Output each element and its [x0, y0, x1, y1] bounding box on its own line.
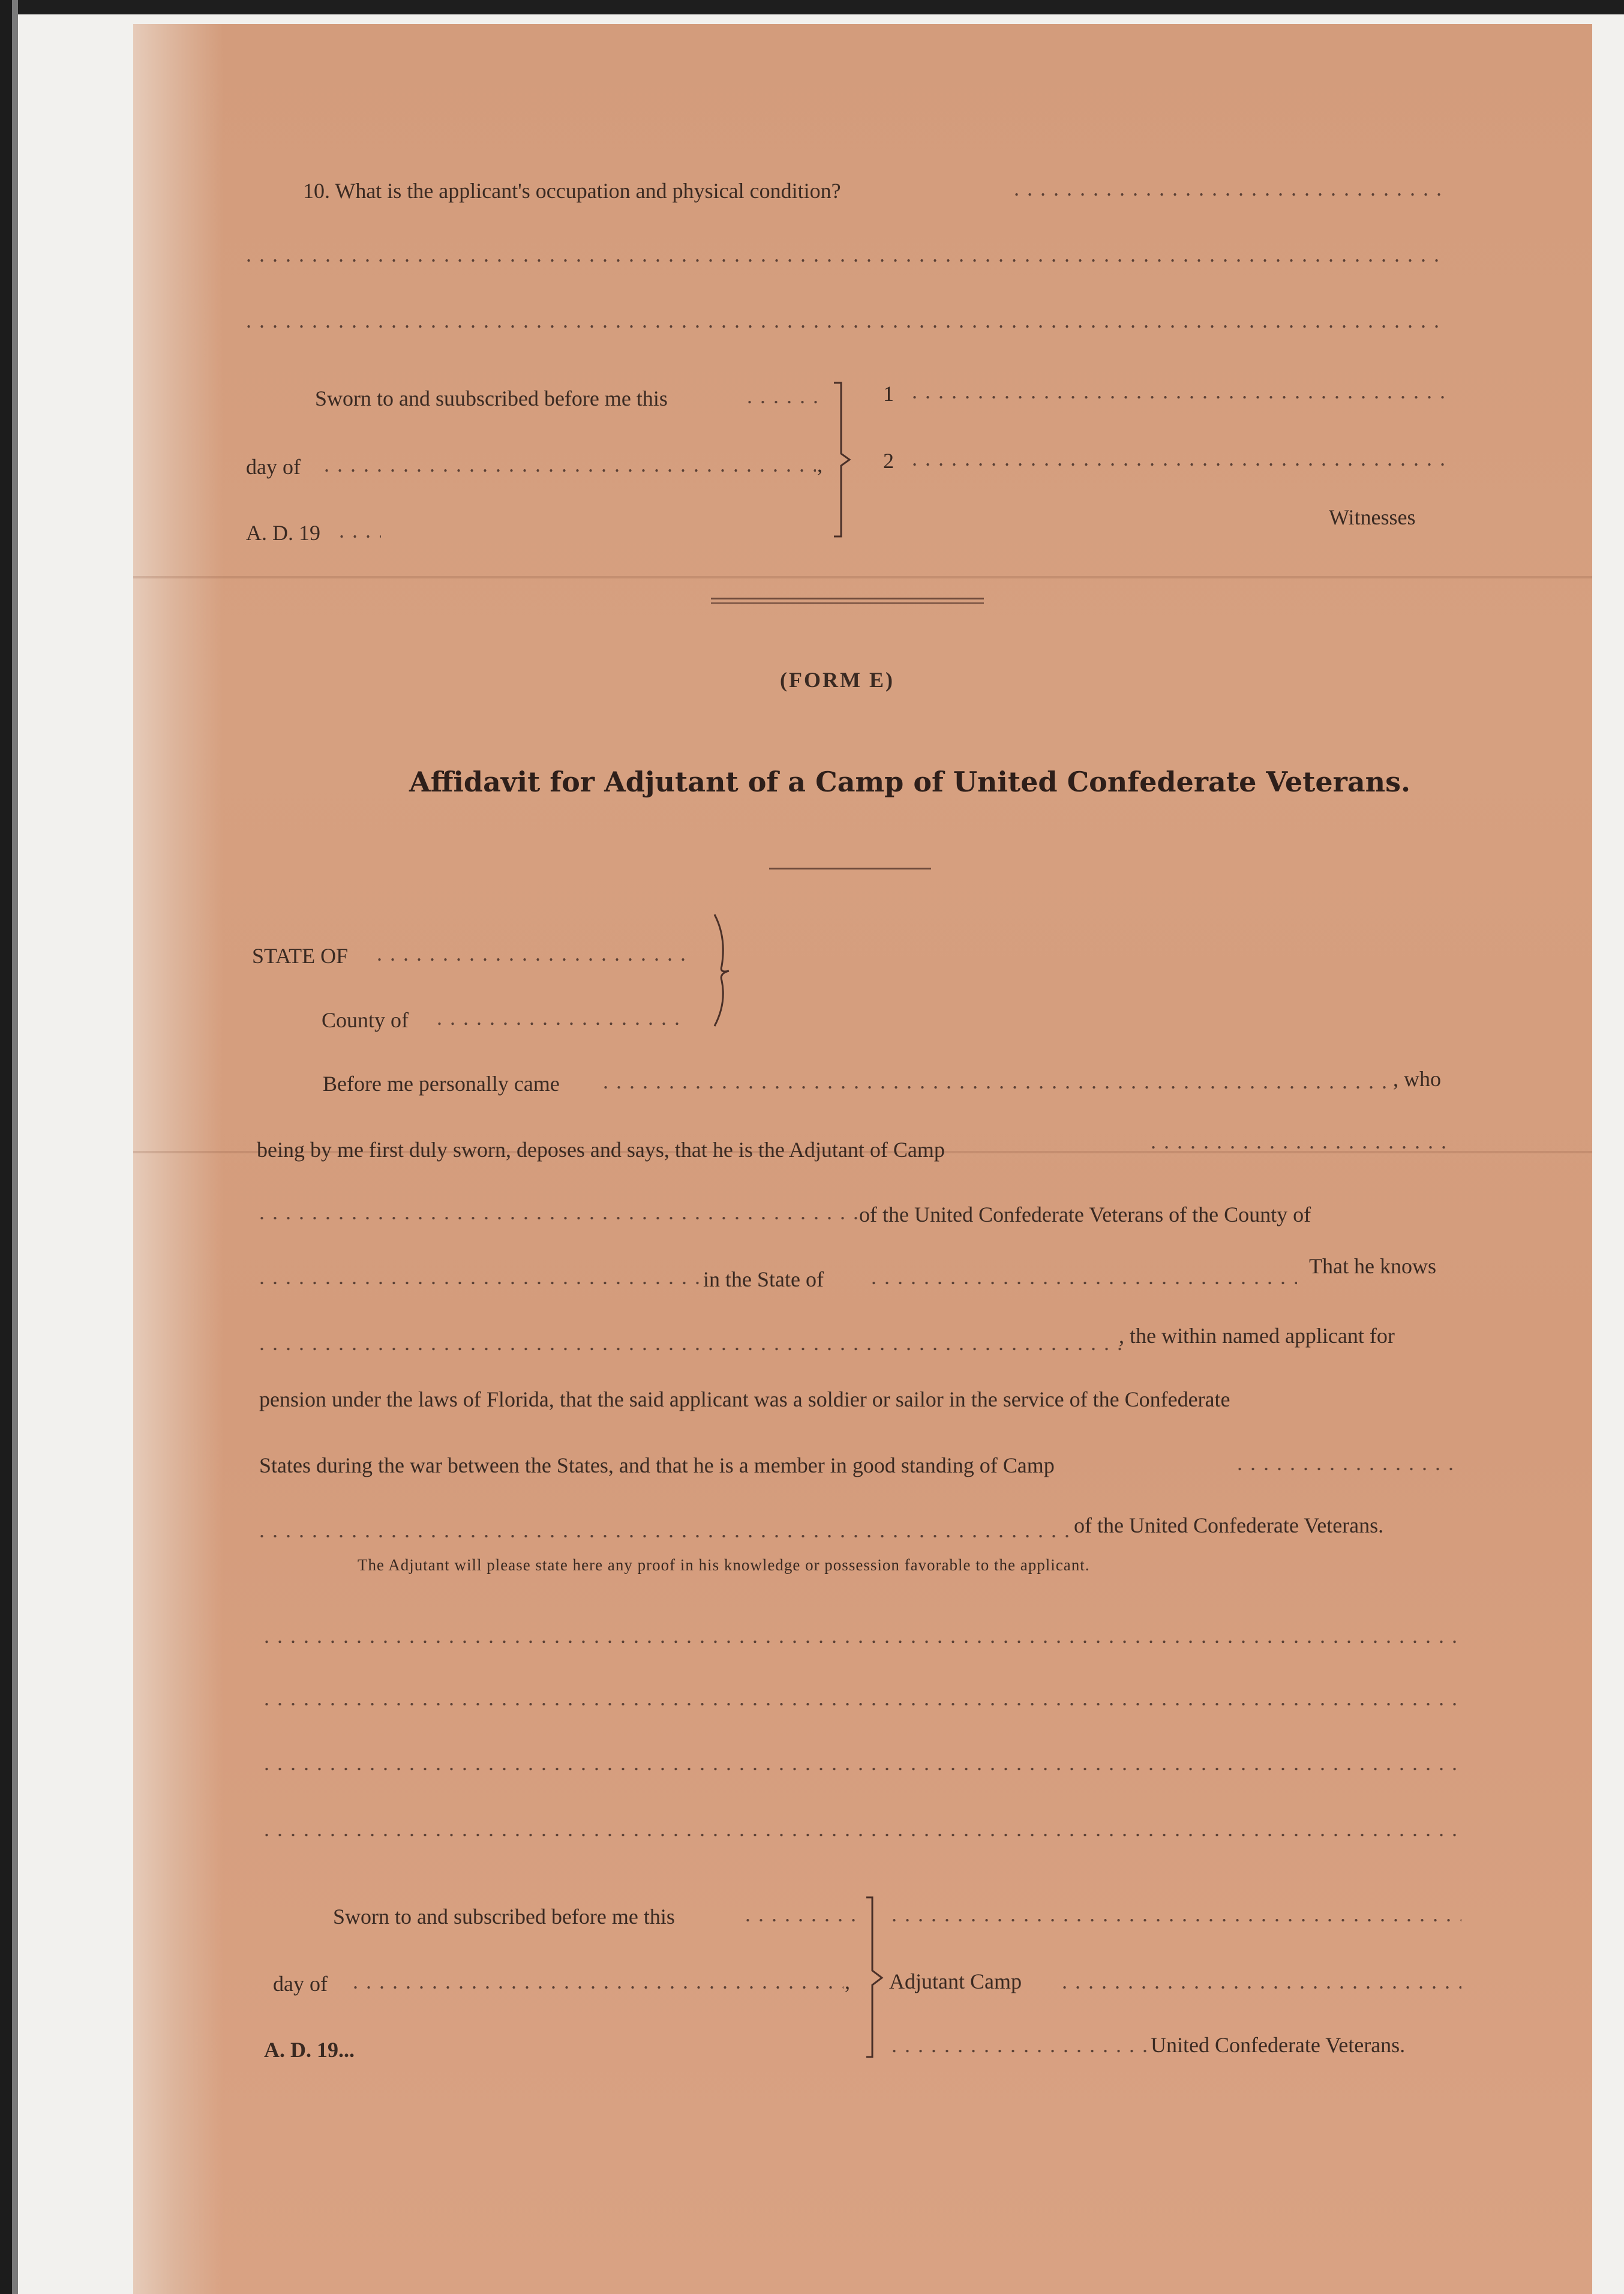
that-he-knows-label: That he knows — [1309, 1254, 1436, 1278]
body-line-5: , the within named applicant for — [1119, 1324, 1395, 1348]
upper-day-comma: , — [817, 452, 822, 476]
before-me-label: Before me personally came — [323, 1072, 560, 1096]
county-of-line[interactable] — [437, 1006, 689, 1030]
adjutant-camp-label: Adjutant Camp — [889, 1969, 1022, 1993]
adjutant-signature-line[interactable] — [891, 1902, 1461, 1926]
question-10: 10. What is the applicant's occupation and physical condition? — [303, 179, 841, 203]
body-line-8: of the United Confederate Veterans. — [1074, 1513, 1384, 1537]
affidavit-title: Affidavit for Adjutant of a Camp of United Confederate Veterans. — [409, 766, 1411, 798]
named-applicant-line[interactable] — [259, 1331, 1122, 1355]
paper-fold-upper — [133, 576, 1592, 578]
title-underline — [769, 868, 931, 869]
proof-line-3[interactable] — [264, 1751, 1461, 1775]
upper-day-of-label: day of — [246, 455, 301, 479]
proof-line-1[interactable] — [264, 1624, 1461, 1648]
camp-line-1[interactable] — [1151, 1129, 1452, 1153]
proof-line-2[interactable] — [264, 1686, 1461, 1710]
witnesses-label: Witnesses — [1329, 505, 1416, 529]
venue-brace — [711, 913, 735, 1027]
paper-worn-edge — [133, 24, 223, 2294]
body-line-3: of the United Confederate Veterans of the County of — [859, 1203, 1311, 1227]
scanner-frame-top — [0, 0, 1624, 14]
section-divider-1 — [711, 598, 984, 599]
q10-answer-line-1[interactable] — [1014, 176, 1446, 200]
scanner-frame-edge — [12, 0, 18, 2294]
lower-ad-label: A. D. 19... — [264, 2038, 355, 2062]
witness-2-line[interactable] — [912, 446, 1446, 470]
q10-answer-line-2[interactable] — [246, 242, 1446, 266]
lower-brace — [864, 1896, 888, 2058]
body-line-7: States during the war between the States, and that he is a member in good standing of Camp — [259, 1453, 1055, 1477]
adjutant-camp-line[interactable] — [1062, 1969, 1461, 1993]
witness-1-line[interactable] — [912, 379, 1446, 403]
applicant-name-line[interactable] — [603, 1069, 1394, 1093]
upper-sworn-label: Sworn to and suubscribed before me this — [315, 386, 668, 410]
witness-1-number: 1 — [883, 382, 894, 406]
member-camp-line-2[interactable] — [259, 1518, 1070, 1542]
county-of-label: County of — [322, 1008, 409, 1032]
scanner-frame-left — [0, 0, 12, 2294]
body-line-6: pension under the laws of Florida, that the said applicant was a soldier or sailor in the service of the Confederate — [259, 1387, 1230, 1411]
lower-sworn-label: Sworn to and subscribed before me this — [333, 1905, 675, 1929]
adjutant-proof-note: The Adjutant will please state here any proof in his knowledge or possession favorable to the applicant. — [358, 1556, 1090, 1574]
lower-sworn-date-line[interactable] — [745, 1902, 859, 1926]
upper-ad-label: A. D. 19 — [246, 521, 320, 545]
in-state-of-label: in the State of — [703, 1267, 824, 1291]
section-divider-2 — [711, 602, 984, 604]
proof-line-4[interactable] — [264, 1817, 1461, 1841]
county-name-line[interactable] — [259, 1265, 702, 1289]
form-e-label: (FORM E) — [780, 668, 894, 692]
lower-day-of-line[interactable] — [353, 1969, 843, 1993]
state-of-label: STATE OF — [252, 944, 349, 968]
body-line-2: being by me first duly sworn, deposes and says, that he is the Adjutant of Camp — [257, 1138, 945, 1162]
state-name-line[interactable] — [871, 1265, 1297, 1289]
who-label: , who — [1393, 1067, 1441, 1091]
upper-brace — [829, 382, 853, 538]
upper-day-of-line[interactable] — [324, 452, 816, 476]
member-camp-line-1[interactable] — [1237, 1451, 1457, 1475]
state-of-line[interactable] — [377, 941, 689, 965]
camp-line-2[interactable] — [259, 1200, 859, 1224]
lower-day-comma: , — [845, 1969, 850, 1993]
upper-sworn-date-line[interactable] — [747, 384, 822, 408]
witness-2-number: 2 — [883, 449, 894, 473]
ucv-camp-line[interactable] — [891, 2033, 1148, 2057]
lower-day-of-label: day of — [273, 1972, 328, 1996]
upper-year-line[interactable] — [339, 518, 381, 542]
ucv-label: United Confederate Veterans. — [1151, 2033, 1406, 2057]
q10-answer-line-3[interactable] — [246, 308, 1446, 332]
